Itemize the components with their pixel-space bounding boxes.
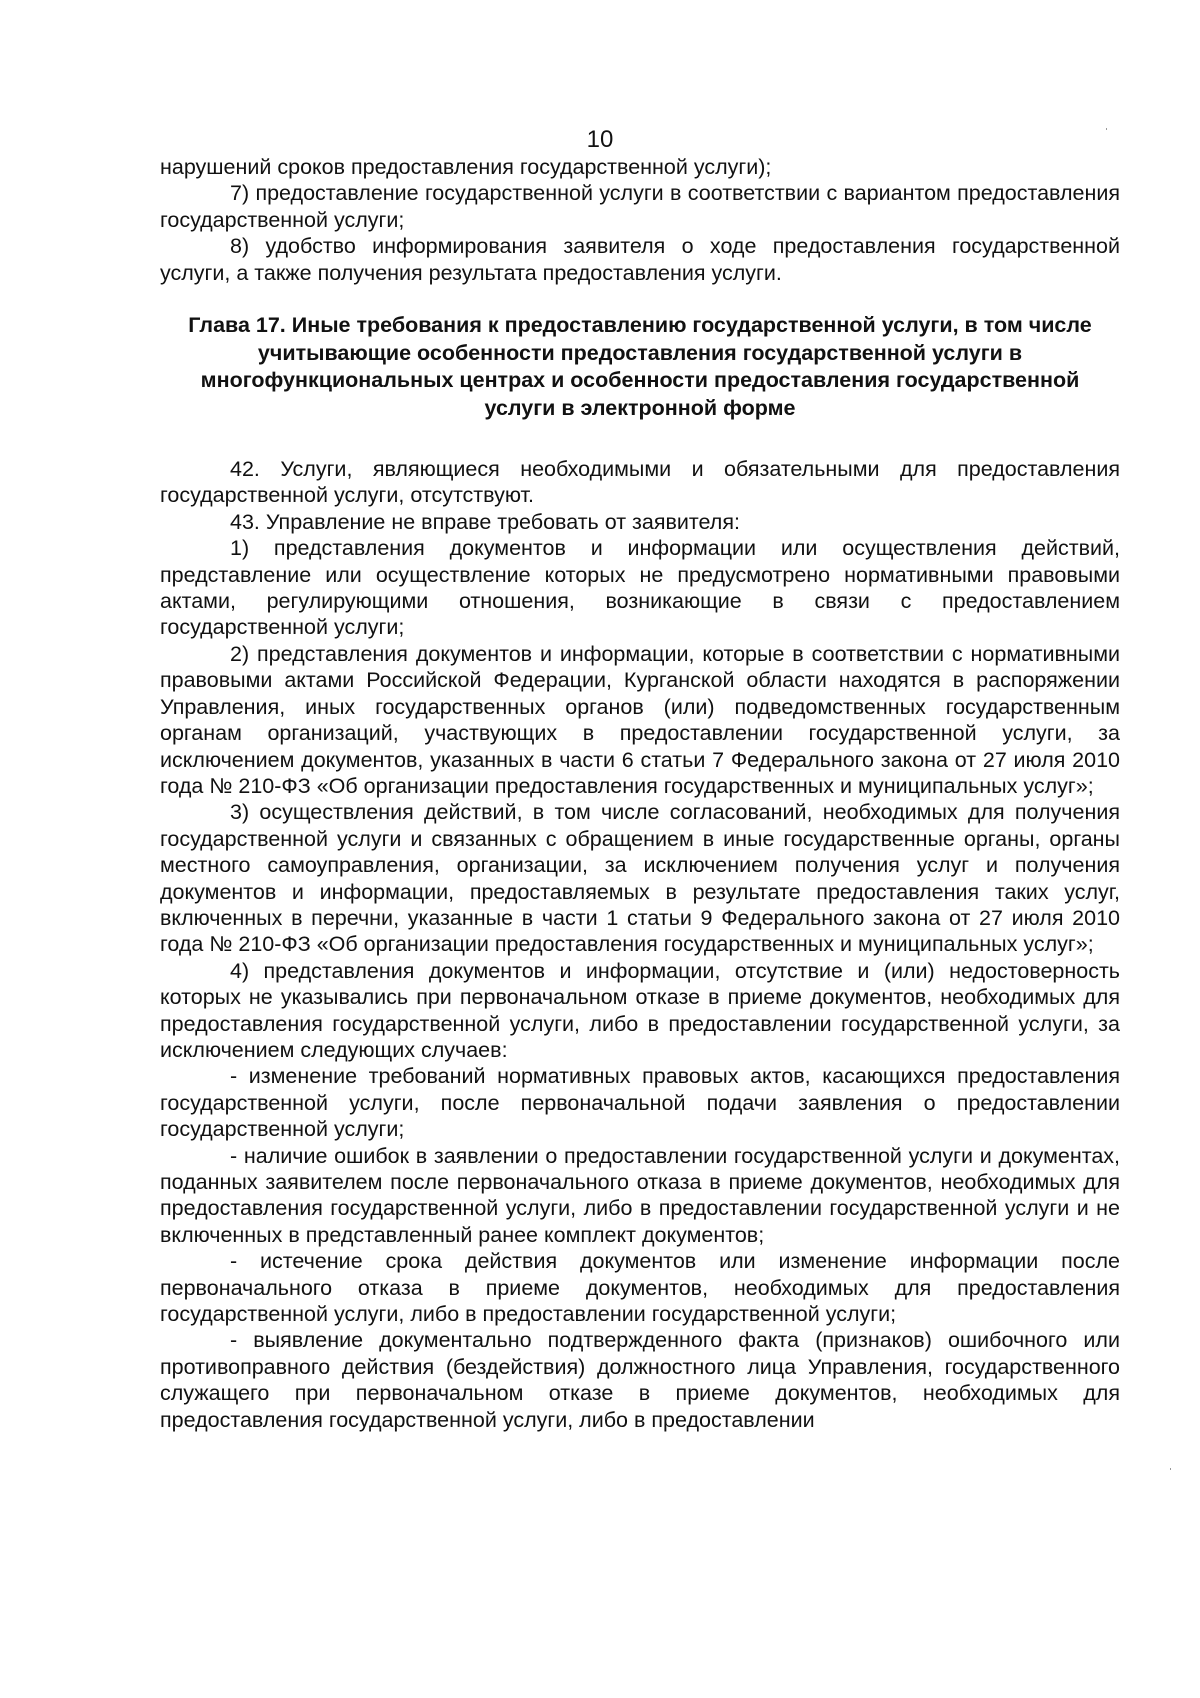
paragraph: 2) представления документов и информации, которые в соответствии с нормативными правовыми актами Российской Федерации, Курганской области находятся в распоряжении Управления, иных государственных органов (или) подведомственных государственным органам организаций, участвующих в предоставлении государственной услуги, за исключением документов, указанных в части 6 статьи 7 Федерального закона от 27 июля 2010 года № 210-ФЗ «Об организации предоставления государственных и муниципальных услуг»; xyxy=(160,641,1120,798)
paragraph: 7) предоставление государственной услуги в соответствии с вариантом предоставления государственной услуги; xyxy=(160,181,1120,232)
paragraph: - изменение требований нормативных правовых актов, касающихся предоставления государственной услуги, после первоначальной подачи заявления о предоставлении государственной услуги; xyxy=(160,1064,1120,1142)
scan-mark xyxy=(1106,128,1107,130)
main-paragraphs xyxy=(160,456,1120,1433)
paragraph: нарушений сроков предоставления государственной услуги); xyxy=(160,155,772,179)
document-body xyxy=(160,154,1120,1433)
paragraph: - истечение срока действия документов или изменение информации после первоначального отказа в приеме документов, необходимых для предоставления государственной услуги, либо в предоставлении государственной услуги; xyxy=(160,1249,1120,1327)
scan-mark xyxy=(1170,1468,1171,1470)
paragraph: - выявление документально подтвержденного факта (признаков) ошибочного или противоправного действия (бездействия) должностного лица Управления, государственного служащего при первоначальном отказе в приеме документов, необходимых для предоставления государственной услуги, либо в предоставлении xyxy=(160,1328,1120,1432)
paragraph: 3) осуществления действий, в том числе согласований, необходимых для получения государственной услуги и связанных с обращением в иные государственные органы, органы местного самоуправления, организации, за исключением получения услуг и получения документов и информации, предоставляемых в результате предоставления таких услуг, включенных в перечни, указанные в части 1 статьи 9 Федерального закона от 27 июля 2010 года № 210-ФЗ «Об организации предоставления государственных и муниципальных услуг»; xyxy=(160,800,1120,957)
paragraph: 4) представления документов и информации, отсутствие и (или) недостоверность которых не указывались при первоначальном отказе в приеме документов, необходимых для предоставления государственной услуги, либо в предоставлении государственной услуги, за исключением следующих случаев: xyxy=(160,958,1120,1062)
page-number: 10 xyxy=(586,126,614,153)
paragraph: - наличие ошибок в заявлении о предоставлении государственной услуги и документах, поданных заявителем после первоначального отказа в приеме документов, необходимых для предоставления государственной услуги, либо в предоставлении государственной услуги и не включенных в представленный ранее комплект документов; xyxy=(160,1143,1120,1247)
paragraph: 43. Управление не вправе требовать от заявителя: xyxy=(230,509,740,534)
chapter-title: Глава 17. Иные требования к предоставлению государственной услуги, в том числе учитывающие особенности предоставления государственной услуги в многофункциональных центрах и особенности предоставления государственной услуги в электронной форме xyxy=(188,313,1092,420)
paragraph: 1) представления документов и информации или осуществления действий, представление или осуществление которых не предусмотрено нормативными правовыми актами, регулирующими отношения, возникающие в связи с предоставлением государственной услуги; xyxy=(160,536,1120,640)
paragraph: 8) удобство информирования заявителя о ходе предоставления государственной услуги, а также получения результата предоставления услуги. xyxy=(160,234,1120,285)
paragraph: 42. Услуги, являющиеся необходимыми и обязательными для предоставления государственной услуги, отсутствуют. xyxy=(160,457,1120,508)
top-paragraphs xyxy=(160,154,1120,286)
